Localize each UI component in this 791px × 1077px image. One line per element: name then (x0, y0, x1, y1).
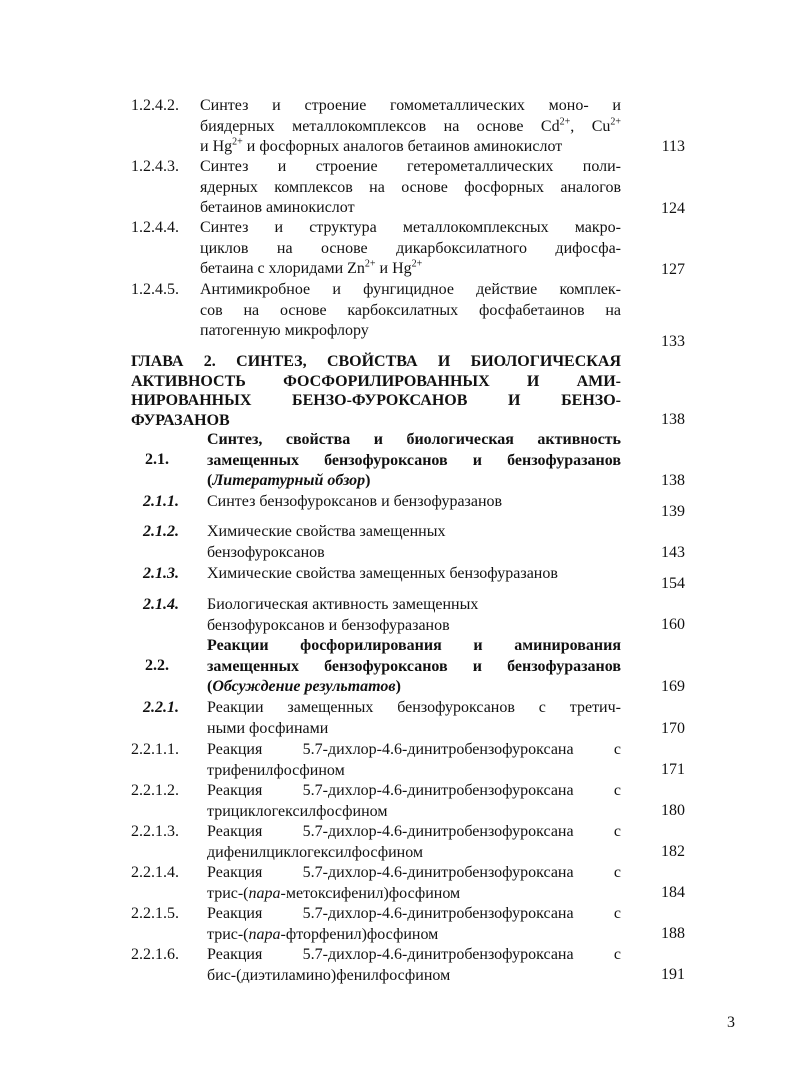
entry-title: Синтез и структура металлокомплексных макро- циклов на основе дикарбоксилатного дифосфа- бетаина с хлоридами $Zn^{2+}$ и $Hg^{2+}$ (200, 219, 621, 277)
entry-number: 2.2.1.4. (131, 864, 179, 881)
entry-title: Реакции замещенных бензофуроксанов с третич- ными фосфинами (207, 699, 621, 737)
entry-page: 169 (661, 678, 685, 695)
entry-number: 1.2.4.2. (131, 97, 179, 114)
entry-page: 184 (661, 884, 685, 901)
entry-number: 2.1.2. (143, 523, 179, 540)
entry-number: 1.2.4.4. (131, 219, 179, 236)
entry-page: 113 (661, 138, 685, 155)
entry-title: Реакция 5.7-дихлор-4.6-динитробензофуроксана с дифенилциклогексилфосфином (207, 823, 621, 861)
entry-page: 154 (661, 575, 685, 592)
entry-number: 2.1.1. (143, 493, 179, 510)
entry-title: Реакция 5.7-дихлор-4.6-динитробензофуроксана с бис-(диэтиламино)фенилфосфином (207, 946, 621, 984)
entry-page: 124 (661, 200, 685, 217)
entry-page: 143 (661, 544, 685, 561)
chapter-2-heading: ГЛАВА 2. СИНТЕЗ, СВОЙСТВА И БИОЛОГИЧЕСКАЯ АКТИВНОСТЬ ФОСФОРИЛИРОВАННЫХ И АМИ- НИРОВАННЫХ БЕНЗО-ФУРОКСАНОВ И БЕНЗО- ФУРАЗАНОВ (131, 353, 621, 429)
entry-number: 1.2.4.5. (131, 281, 179, 298)
entry-page: 180 (661, 802, 685, 819)
entry-number: 1.2.4.3. (131, 158, 179, 175)
entry-title: Реакция 5.7-дихлор-4.6-динитробензофуроксана с трифенилфосфином (207, 741, 621, 779)
entry-page: 170 (661, 720, 685, 737)
entry-page: 133 (661, 333, 685, 350)
entry-number: 2.2.1. (143, 699, 179, 716)
entry-page: 171 (661, 761, 685, 778)
entry-number: 2.1.3. (143, 565, 179, 582)
entry-title: Антимикробное и фунгицидное действие комплек- сов на основе карбоксилатных фосфабетаинов на патогенную микрофлору (200, 281, 621, 339)
entry-page: 127 (661, 261, 685, 278)
entry-number: 2.1. (145, 451, 169, 468)
entry-title: Синтез бензофуроксанов и бензофуразанов (207, 493, 503, 510)
page-number: 3 (727, 1014, 735, 1031)
entry-title: Синтез и строение гомометаллических моно- и биядерных металлокомплексов на основе $Cd^{2+}$, $Cu^{2+}$ и $Hg^{2+}$ и фосфорных аналогов бетаинов аминокислот (200, 97, 622, 155)
chapter-2-page: 138 (661, 411, 685, 428)
entry-page: 139 (661, 503, 685, 520)
entry-number: 2.1.4. (143, 596, 179, 613)
entry-number: 2.2.1.3. (131, 823, 179, 840)
entry-number: 2.2.1.6. (131, 946, 179, 963)
entry-title: Химические свойства замещенных бензофуроксанов (207, 523, 446, 561)
entry-number: 2.2.1.1. (131, 741, 179, 758)
entry-title: Синтез, свойства и биологическая активность замещенных бензофуроксанов и бензофуразанов (Литературный обзор) (207, 431, 621, 489)
entry-number: 2.2.1.5. (131, 905, 179, 922)
entry-title: Реакции фосфорилирования и аминирования замещенных бензофуроксанов и бензофуразанов (Обсуждение результатов) (207, 637, 621, 695)
entry-number: 2.2. (145, 657, 169, 674)
entry-page: 188 (661, 925, 685, 942)
entry-title: Реакция 5.7-дихлор-4.6-динитробензофуроксана с трис-(пара-фторфенил)фосфином (207, 905, 621, 943)
entry-page: 182 (661, 843, 685, 860)
entry-title: Биологическая активность замещенных бензофуроксанов и бензофуразанов (207, 596, 479, 634)
entry-page: 191 (661, 966, 685, 983)
entry-title: Реакция 5.7-дихлор-4.6-динитробензофуроксана с трициклогексилфосфином (207, 782, 621, 820)
entry-number: 2.2.1.2. (131, 782, 179, 799)
entry-page: 138 (661, 472, 685, 489)
entry-title: Реакция 5.7-дихлор-4.6-динитробензофуроксана с трис-(пара-метоксифенил)фосфином (207, 864, 621, 902)
entry-title: Синтез и строение гетерометаллических поли- ядерных комплексов на основе фосфорных аналогов бетаинов аминокислот (200, 158, 621, 216)
entry-title: Химические свойства замещенных бензофуразанов (207, 565, 558, 582)
entry-page: 160 (661, 616, 685, 633)
